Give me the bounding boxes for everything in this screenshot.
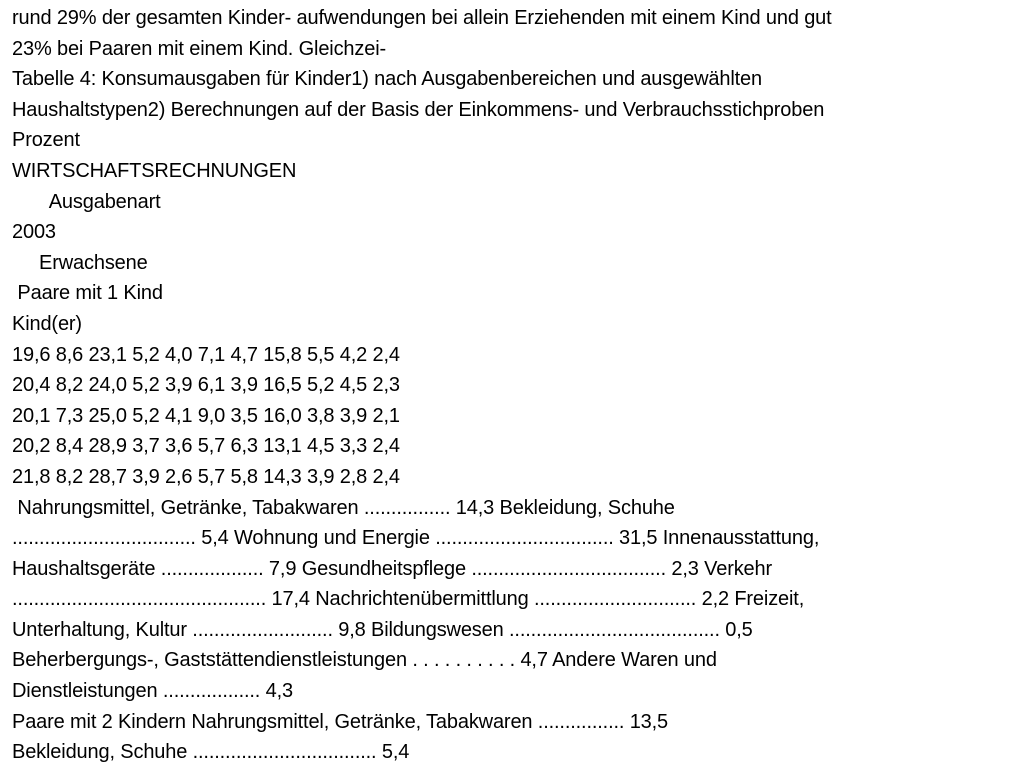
unit-label: Prozent	[12, 129, 80, 152]
body-text-line-1: rund 29% der gesamten Kinder- aufwendungen bei allein Erziehenden mit einem Kind und gut	[12, 7, 832, 29]
expense-list-line: Nahrungsmittel, Getränke, Tabakwaren ................ 14,3 Bekleidung, Schuhe	[12, 496, 675, 519]
expense-list-line: Dienstleistungen .................. 4,3	[12, 680, 293, 703]
expense-list-line: Beherbergungs-, Gaststättendienstleistungen . . . . . . . . . . 4,7 Andere Waren und	[12, 649, 717, 672]
table-row: 20,1 7,3 25,0 5,2 4,1 9,0 3,5 16,0 3,8 3,9 2,1	[12, 404, 400, 427]
table-caption-line-2: Haushaltstypen2) Berechnungen auf der Basis der Einkommens- und Verbrauchsstichproben	[12, 98, 825, 121]
expense-list-line: Haushaltsgeräte ................... 7,9 Gesundheitspflege .................................... 2,3 Verkehr	[12, 557, 773, 580]
expense-list-line: Paare mit 2 Kindern Nahrungsmittel, Getränke, Tabakwaren ................ 13,5	[12, 710, 669, 733]
table-row: 21,8 8,2 28,7 3,9 2,6 5,7 5,8 14,3 3,9 2,8 2,4	[12, 465, 400, 488]
table-row: 19,6 8,6 23,1 5,2 4,0 7,1 4,7 15,8 5,5 4,2 2,4	[12, 343, 400, 366]
section-heading: WIRTSCHAFTSRECHNUNGEN	[12, 159, 297, 182]
column-header-erwachsene: Erwachsene	[12, 251, 148, 274]
expense-list-line: Bekleidung, Schuhe .................................. 5,4	[12, 741, 410, 764]
table-row: 20,2 8,4 28,9 3,7 3,6 5,7 6,3 13,1 4,5 3,3 2,4	[12, 435, 400, 458]
expense-list-line: ............................................... 17,4 Nachrichtenübermittlung .............................. 2,2 Freizeit,	[12, 588, 805, 611]
column-header-year: 2003	[12, 221, 56, 244]
column-header-kinder: Kind(er)	[12, 312, 82, 335]
expense-list-line: Unterhaltung, Kultur .......................... 9,8 Bildungswesen ....................................... 0,5	[12, 618, 753, 641]
column-header-ausgabenart: Ausgabenart	[12, 190, 161, 213]
column-header-paare-1-kind: Paare mit 1 Kind	[12, 282, 163, 305]
body-text-line-2: 23% bei Paaren mit einem Kind. Gleichzei-	[12, 37, 387, 60]
table-caption-line-1: Tabelle 4: Konsumausgaben für Kinder1) nach Ausgabenbereichen und ausgewählten	[12, 68, 762, 91]
table-row: 20,4 8,2 24,0 5,2 3,9 6,1 3,9 16,5 5,2 4,5 2,3	[12, 374, 400, 397]
expense-list-line: .................................. 5,4 Wohnung und Energie ................................. 31,5 Innenausstattung,	[12, 527, 820, 550]
